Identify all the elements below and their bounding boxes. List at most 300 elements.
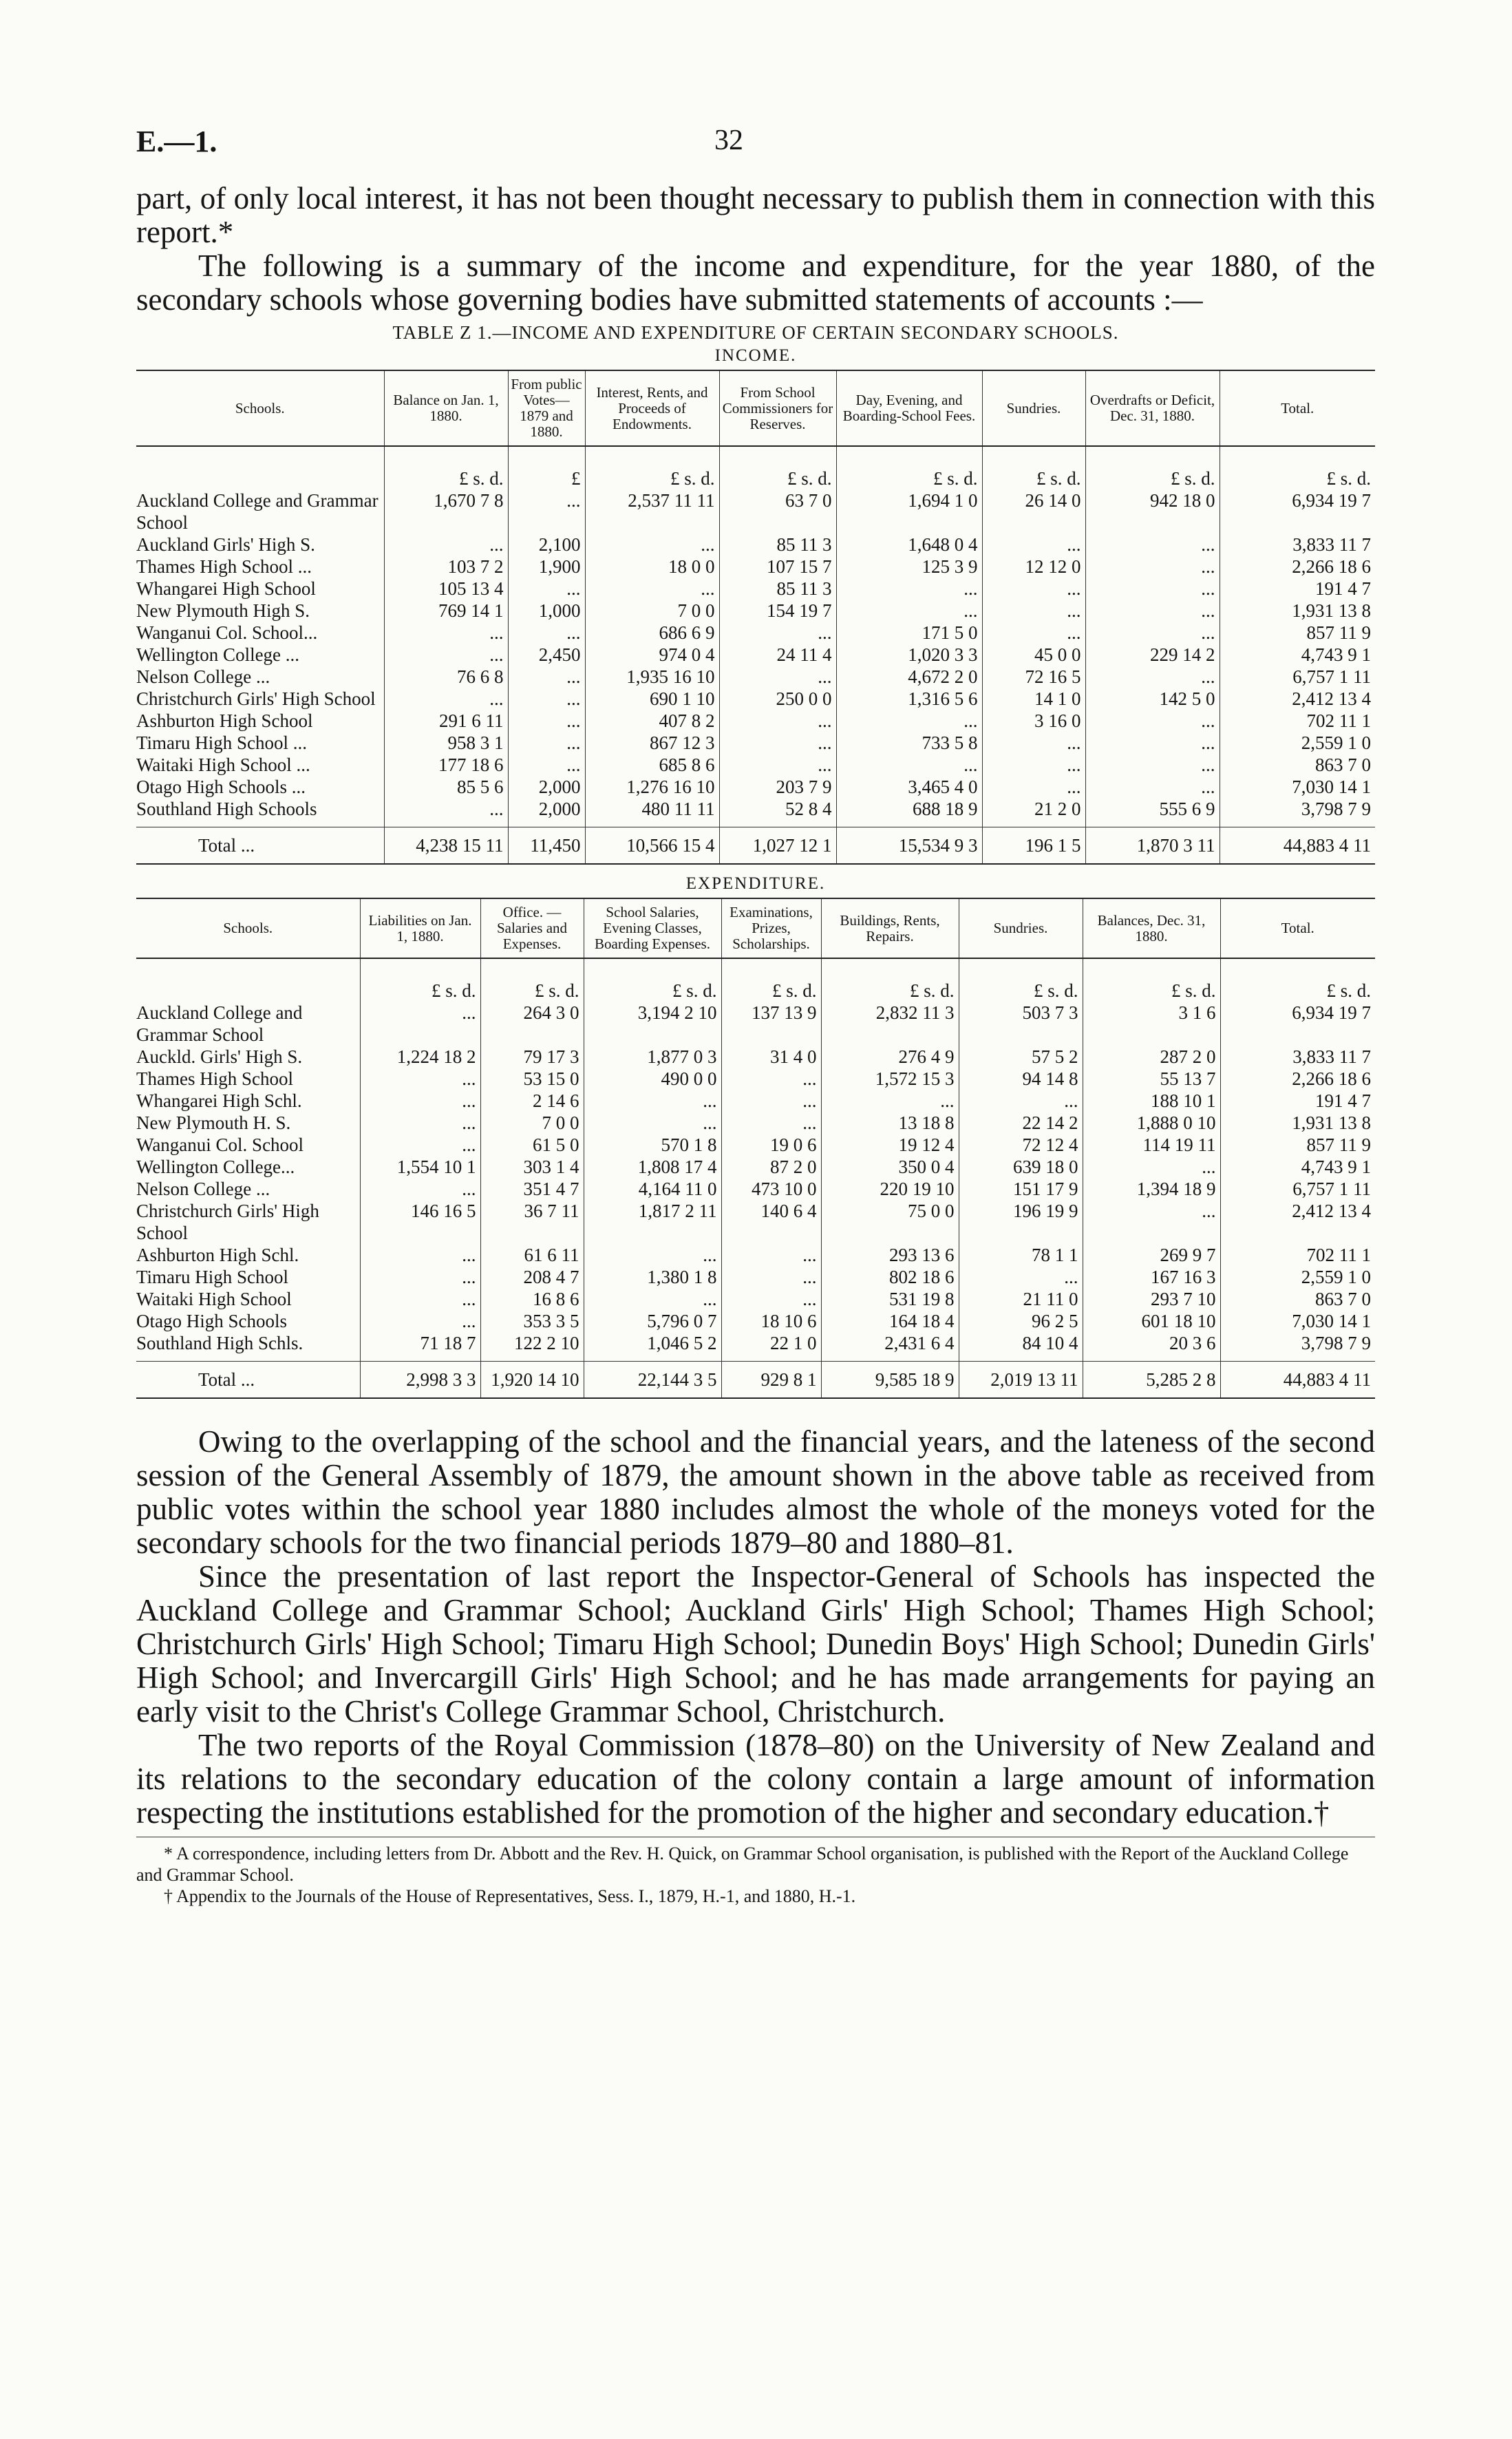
amount-cell: 76 6 8 — [384, 666, 508, 688]
amount-cell: 733 5 8 — [836, 732, 982, 754]
amount-cell: 6,934 19 7 — [1220, 1002, 1375, 1046]
table-row — [136, 1332, 1375, 1354]
expenditure-col-header: Balances, Dec. 31, 1880. — [1083, 898, 1220, 958]
amount-cell: ... — [982, 600, 1085, 622]
total-amount-cell: 1,870 3 11 — [1085, 827, 1220, 865]
table-row — [136, 644, 1375, 666]
amount-cell: 94 14 8 — [959, 1068, 1083, 1090]
amount-cell: ... — [721, 1090, 821, 1112]
expenditure-header-row — [136, 898, 1375, 958]
amount-cell: 142 5 0 — [1085, 688, 1220, 710]
amount-cell: 1,694 1 0 — [836, 489, 982, 534]
amount-cell: 191 4 7 — [1220, 578, 1375, 600]
amount-cell: ... — [1083, 1156, 1220, 1178]
amount-cell: 555 6 9 — [1085, 798, 1220, 820]
amount-cell: ... — [584, 1288, 721, 1310]
spacer-row — [136, 820, 1375, 827]
document-reference: E.—1. — [136, 125, 217, 158]
amount-cell: 1,380 1 8 — [584, 1266, 721, 1288]
amount-cell: 6,757 1 11 — [1220, 1178, 1375, 1200]
amount-cell: 3,798 7 9 — [1220, 798, 1375, 820]
spacer-cell — [1085, 820, 1220, 827]
amount-cell: 480 11 11 — [585, 798, 719, 820]
amount-cell: 1,931 13 8 — [1220, 1112, 1375, 1134]
footnote-appendix: † Appendix to the Journals of the House of Representatives, Sess. I., 1879, H.-1, and 1880, H.-1. — [164, 1886, 856, 1906]
amount-cell: 1,648 0 4 — [836, 534, 982, 556]
school-name-cell: Thames High School — [136, 1068, 293, 1089]
total-row — [136, 1362, 1375, 1399]
amount-cell: 1,808 17 4 — [584, 1156, 721, 1178]
amount-cell: 1,935 16 10 — [585, 666, 719, 688]
amount-cell: 146 16 5 — [360, 1200, 480, 1244]
amount-cell: 863 7 0 — [1220, 1288, 1375, 1310]
amount-cell: 45 0 0 — [982, 644, 1085, 666]
amount-cell: ... — [721, 1288, 821, 1310]
table-row — [136, 1112, 1375, 1134]
amount-cell: ... — [719, 754, 836, 776]
amount-cell: ... — [721, 1244, 821, 1266]
amount-cell: ... — [836, 578, 982, 600]
amount-cell: 22 14 2 — [959, 1112, 1083, 1134]
total-amount-cell: 929 8 1 — [721, 1362, 821, 1399]
table-row — [136, 1046, 1375, 1068]
school-name-cell: New Plymouth H. S. — [136, 1112, 291, 1133]
amount-cell: 13 18 8 — [821, 1112, 959, 1134]
amount-cell: 31 4 0 — [721, 1046, 821, 1068]
school-name-cell: Auckld. Girls' High S. — [136, 1046, 303, 1067]
spacer-cell — [585, 820, 719, 827]
table-row — [136, 666, 1375, 688]
amount-cell: ... — [1085, 556, 1220, 578]
amount-cell: 350 0 4 — [821, 1156, 959, 1178]
spacer-cell — [584, 1354, 721, 1362]
amount-cell: 490 0 0 — [584, 1068, 721, 1090]
amount-cell: 19 12 4 — [821, 1134, 959, 1156]
amount-cell: 21 11 0 — [959, 1288, 1083, 1310]
units-cell: £ s. d. — [1083, 958, 1220, 1002]
amount-cell: 1,670 7 8 — [384, 489, 508, 534]
amount-cell: 2,100 — [508, 534, 585, 556]
amount-cell: 22 1 0 — [721, 1332, 821, 1354]
spacer-cell — [1083, 1354, 1220, 1362]
amount-cell: ... — [1085, 600, 1220, 622]
amount-cell: 974 0 4 — [585, 644, 719, 666]
income-col-header: Balance on Jan. 1, 1880. — [384, 370, 508, 446]
amount-cell: 85 11 3 — [719, 578, 836, 600]
amount-cell: 154 19 7 — [719, 600, 836, 622]
table-row — [136, 732, 1375, 754]
expenditure-col-header: Office. — Salaries and Expenses. — [480, 898, 584, 958]
school-name-cell: Whangarei High Schl. — [136, 1090, 302, 1111]
amount-cell: ... — [959, 1266, 1083, 1288]
spacer-cell — [136, 1354, 360, 1362]
amount-cell: 303 1 4 — [480, 1156, 584, 1178]
table-row — [136, 688, 1375, 710]
amount-cell: 7,030 14 1 — [1220, 1310, 1375, 1332]
spacer-cell — [821, 1354, 959, 1362]
amount-cell: 164 18 4 — [821, 1310, 959, 1332]
amount-cell: ... — [360, 1112, 480, 1134]
amount-cell: 4,743 9 1 — [1220, 1156, 1375, 1178]
amount-cell: 1,931 13 8 — [1220, 600, 1375, 622]
units-cell: £ s. d. — [1220, 958, 1375, 1002]
income-col-header: Schools. — [136, 370, 384, 446]
amount-cell: ... — [384, 622, 508, 644]
amount-cell: 287 2 0 — [1083, 1046, 1220, 1068]
amount-cell: 61 6 11 — [480, 1244, 584, 1266]
amount-cell: ... — [585, 534, 719, 556]
table-row — [136, 1090, 1375, 1112]
table-row — [136, 1068, 1375, 1090]
units-cell: £ — [508, 446, 585, 489]
units-cell: £ s. d. — [585, 446, 719, 489]
units-cell: £ s. d. — [480, 958, 584, 1002]
school-name-cell: Otago High Schools — [136, 1311, 287, 1331]
spacer-cell — [719, 820, 836, 827]
amount-cell: 3,833 11 7 — [1220, 534, 1375, 556]
amount-cell: ... — [1085, 666, 1220, 688]
amount-cell: 1,020 3 3 — [836, 644, 982, 666]
school-name-cell: Southland High Schls. — [136, 1333, 304, 1353]
amount-cell: 107 15 7 — [719, 556, 836, 578]
amount-cell: ... — [982, 776, 1085, 798]
amount-cell: 3,798 7 9 — [1220, 1332, 1375, 1354]
amount-cell: 24 11 4 — [719, 644, 836, 666]
table-row — [136, 578, 1375, 600]
amount-cell: 1,224 18 2 — [360, 1046, 480, 1068]
amount-cell: ... — [360, 1068, 480, 1090]
amount-cell: 18 0 0 — [585, 556, 719, 578]
total-amount-cell: 10,566 15 4 — [585, 827, 719, 865]
amount-cell: ... — [982, 534, 1085, 556]
amount-cell: ... — [982, 754, 1085, 776]
school-name-cell: Wellington College ... — [136, 644, 300, 665]
amount-cell: 7,030 14 1 — [1220, 776, 1375, 798]
income-col-header: Sundries. — [982, 370, 1085, 446]
amount-cell: 867 12 3 — [585, 732, 719, 754]
school-name-cell: Nelson College ... — [136, 666, 270, 687]
amount-cell: 103 7 2 — [384, 556, 508, 578]
expenditure-col-header: Liabilities on Jan. 1, 1880. — [360, 898, 480, 958]
total-amount-cell: 44,883 4 11 — [1220, 827, 1375, 865]
school-name-cell: Timaru High School ... — [136, 732, 308, 753]
amount-cell: 6,757 1 11 — [1220, 666, 1375, 688]
amount-cell: 351 4 7 — [480, 1178, 584, 1200]
table-row — [136, 710, 1375, 732]
intro-paragraph-continuation: part, of only local interest, it has not been thought necessary to publish them in connection with this report.* — [136, 181, 1375, 249]
school-name-cell: Thames High School ... — [136, 556, 312, 577]
spacer-cell — [136, 820, 384, 827]
amount-cell: ... — [508, 578, 585, 600]
amount-cell: ... — [384, 688, 508, 710]
amount-cell: 1,394 18 9 — [1083, 1178, 1220, 1200]
income-col-header: From School Commissioners for Reserves. — [719, 370, 836, 446]
amount-cell: 2,412 13 4 — [1220, 688, 1375, 710]
amount-cell: 601 18 10 — [1083, 1310, 1220, 1332]
units-cell — [136, 958, 360, 1002]
amount-cell: ... — [360, 1178, 480, 1200]
page-number: 32 — [714, 125, 743, 156]
amount-cell: 191 4 7 — [1220, 1090, 1375, 1112]
units-cell: £ s. d. — [719, 446, 836, 489]
table-row — [136, 1200, 1375, 1244]
school-name-cell: Ashburton High Schl. — [136, 1245, 299, 1265]
amount-cell: ... — [719, 666, 836, 688]
amount-cell: 105 13 4 — [384, 578, 508, 600]
amount-cell: 5,796 0 7 — [584, 1310, 721, 1332]
total-amount-cell: 11,450 — [508, 827, 585, 865]
page — [136, 124, 1375, 1907]
amount-cell: 1,817 2 11 — [584, 1200, 721, 1244]
spacer-cell — [959, 1354, 1083, 1362]
amount-cell: 264 3 0 — [480, 1002, 584, 1046]
amount-cell: 72 12 4 — [959, 1134, 1083, 1156]
footnotes — [136, 1837, 1375, 1907]
amount-cell: 18 10 6 — [721, 1310, 821, 1332]
amount-cell: 53 15 0 — [480, 1068, 584, 1090]
amount-cell: ... — [360, 1288, 480, 1310]
amount-cell: 2,450 — [508, 644, 585, 666]
table-row — [136, 600, 1375, 622]
spacer-cell — [1220, 1354, 1375, 1362]
amount-cell: 52 8 4 — [719, 798, 836, 820]
amount-cell: 122 2 10 — [480, 1332, 584, 1354]
amount-cell: 61 5 0 — [480, 1134, 584, 1156]
amount-cell: ... — [1085, 776, 1220, 798]
intro-paragraph-summary: The following is a summary of the income and expenditure, for the year 1880, of the secondary schools whose governing bodies have submitted statements of accounts :— — [136, 249, 1375, 317]
school-name-cell: Otago High Schools ... — [136, 777, 306, 797]
table-row — [136, 1266, 1375, 1288]
total-amount-cell: 9,585 18 9 — [821, 1362, 959, 1399]
amount-cell: 19 0 6 — [721, 1134, 821, 1156]
amount-cell: ... — [360, 1244, 480, 1266]
amount-cell: 276 4 9 — [821, 1046, 959, 1068]
amount-cell: 942 18 0 — [1085, 489, 1220, 534]
units-cell: £ s. d. — [1085, 446, 1220, 489]
amount-cell: 857 11 9 — [1220, 1134, 1375, 1156]
amount-cell: 407 8 2 — [585, 710, 719, 732]
table-row — [136, 556, 1375, 578]
spacer-cell — [836, 820, 982, 827]
spacer-cell — [1220, 820, 1375, 827]
amount-cell: 21 2 0 — [982, 798, 1085, 820]
income-col-header: Interest, Rents, and Proceeds of Endowments. — [585, 370, 719, 446]
school-name-cell: Ashburton High School — [136, 710, 313, 731]
amount-cell: 2,431 6 4 — [821, 1332, 959, 1354]
amount-cell: 291 6 11 — [384, 710, 508, 732]
inspection-paragraph: Since the presentation of last report the Inspector-General of Schools has inspected the Auckland College and Grammar School; Auckland Girls' High School; Thames High School; Christchurch Girls' High School; Timaru High School; Dunedin Boys' High School; Dunedin Girls' High School; and Invercargill Girls' High School; and he has made arrangements for paying an early visit to the Christ's College Grammar School, Christchurch. — [136, 1559, 1375, 1729]
amount-cell: 857 11 9 — [1220, 622, 1375, 644]
amount-cell: 1,877 0 3 — [584, 1046, 721, 1068]
amount-cell: 2 14 6 — [480, 1090, 584, 1112]
amount-cell: 769 14 1 — [384, 600, 508, 622]
amount-cell: 3,194 2 10 — [584, 1002, 721, 1046]
amount-cell: 1,276 16 10 — [585, 776, 719, 798]
amount-cell: 1,000 — [508, 600, 585, 622]
total-amount-cell: 2,998 3 3 — [360, 1362, 480, 1399]
amount-cell: ... — [1085, 754, 1220, 776]
school-name-cell: Christchurch Girls' High School — [136, 688, 376, 709]
amount-cell: 229 14 2 — [1085, 644, 1220, 666]
amount-cell: 1,554 10 1 — [360, 1156, 480, 1178]
amount-cell: 196 19 9 — [959, 1200, 1083, 1244]
school-name-cell: Auckland College and Grammar School — [136, 1002, 303, 1045]
amount-cell: 3,833 11 7 — [1220, 1046, 1375, 1068]
table-row — [136, 622, 1375, 644]
amount-cell: ... — [584, 1244, 721, 1266]
amount-cell: 71 18 7 — [360, 1332, 480, 1354]
total-label-cell: Total ... — [136, 827, 384, 865]
amount-cell: 208 4 7 — [480, 1266, 584, 1288]
amount-cell: ... — [360, 1310, 480, 1332]
amount-cell: ... — [508, 688, 585, 710]
table-row — [136, 1002, 1375, 1046]
units-cell: £ s. d. — [821, 958, 959, 1002]
amount-cell: ... — [959, 1090, 1083, 1112]
amount-cell: 85 11 3 — [719, 534, 836, 556]
amount-cell: 171 5 0 — [836, 622, 982, 644]
amount-cell: 2,266 18 6 — [1220, 556, 1375, 578]
table-row — [136, 489, 1375, 534]
page-header — [136, 124, 1375, 182]
amount-cell: 20 3 6 — [1083, 1332, 1220, 1354]
amount-cell: 2,559 1 0 — [1220, 732, 1375, 754]
amount-cell: ... — [360, 1002, 480, 1046]
expenditure-col-header: Examinations, Prizes, Scholarships. — [721, 898, 821, 958]
amount-cell: 2,000 — [508, 776, 585, 798]
amount-cell: 3,465 4 0 — [836, 776, 982, 798]
income-col-header: From public Votes—1879 and 1880. — [508, 370, 585, 446]
amount-cell: 4,164 11 0 — [584, 1178, 721, 1200]
amount-cell: ... — [508, 489, 585, 534]
amount-cell: ... — [721, 1266, 821, 1288]
amount-cell: ... — [1085, 622, 1220, 644]
amount-cell: 503 7 3 — [959, 1002, 1083, 1046]
amount-cell: 863 7 0 — [1220, 754, 1375, 776]
table-row — [136, 798, 1375, 820]
spacer-cell — [982, 820, 1085, 827]
spacer-cell — [384, 820, 508, 827]
spacer-row — [136, 1354, 1375, 1362]
amount-cell: 151 17 9 — [959, 1178, 1083, 1200]
amount-cell: 14 1 0 — [982, 688, 1085, 710]
total-amount-cell: 15,534 9 3 — [836, 827, 982, 865]
total-row — [136, 827, 1375, 865]
school-name-cell: Whangarei High School — [136, 578, 316, 599]
amount-cell: ... — [721, 1112, 821, 1134]
amount-cell: 1,572 15 3 — [821, 1068, 959, 1090]
units-cell: £ s. d. — [1220, 446, 1375, 489]
units-cell: £ s. d. — [982, 446, 1085, 489]
amount-cell: ... — [584, 1090, 721, 1112]
amount-cell: ... — [508, 754, 585, 776]
school-name-cell: Christchurch Girls' High School — [136, 1201, 319, 1243]
school-name-cell: Timaru High School — [136, 1267, 289, 1287]
amount-cell: ... — [836, 710, 982, 732]
amount-cell: 293 7 10 — [1083, 1288, 1220, 1310]
amount-cell: ... — [360, 1266, 480, 1288]
total-amount-cell: 196 1 5 — [982, 827, 1085, 865]
amount-cell: 79 17 3 — [480, 1046, 584, 1068]
units-cell: £ s. d. — [959, 958, 1083, 1002]
amount-cell: 220 19 10 — [821, 1178, 959, 1200]
amount-cell: 3 1 6 — [1083, 1002, 1220, 1046]
table-row — [136, 1288, 1375, 1310]
amount-cell: 570 1 8 — [584, 1134, 721, 1156]
amount-cell: 125 3 9 — [836, 556, 982, 578]
school-name-cell: Auckland College and Grammar School — [136, 490, 379, 533]
income-col-header: Total. — [1220, 370, 1375, 446]
expenditure-col-header: Sundries. — [959, 898, 1083, 958]
amount-cell: ... — [384, 644, 508, 666]
amount-cell: 36 7 11 — [480, 1200, 584, 1244]
income-header-row — [136, 370, 1375, 446]
spacer-cell — [721, 1354, 821, 1362]
table-row — [136, 534, 1375, 556]
school-name-cell: Wanganui Col. School... — [136, 622, 318, 643]
amount-cell: ... — [508, 710, 585, 732]
expenditure-col-header: Schools. — [136, 898, 360, 958]
amount-cell: ... — [719, 622, 836, 644]
table-row — [136, 1178, 1375, 1200]
amount-cell: ... — [719, 710, 836, 732]
total-amount-cell: 1,027 12 1 — [719, 827, 836, 865]
amount-cell: 55 13 7 — [1083, 1068, 1220, 1090]
expenditure-col-header: Total. — [1220, 898, 1375, 958]
table-row — [136, 1134, 1375, 1156]
table-row — [136, 776, 1375, 798]
amount-cell: 57 5 2 — [959, 1046, 1083, 1068]
amount-cell: ... — [721, 1068, 821, 1090]
amount-cell: ... — [982, 622, 1085, 644]
school-name-cell: Wanganui Col. School — [136, 1134, 304, 1155]
amount-cell: 686 6 9 — [585, 622, 719, 644]
amount-cell: 690 1 10 — [585, 688, 719, 710]
amount-cell: 2,832 11 3 — [821, 1002, 959, 1046]
school-name-cell: Auckland Girls' High S. — [136, 534, 315, 555]
amount-cell: ... — [384, 534, 508, 556]
units-cell: £ s. d. — [584, 958, 721, 1002]
royal-commission-paragraph: The two reports of the Royal Commission (1878–80) on the University of New Zealand and its relations to the secondary education of the colony contain a large amount of information respecting the institutions established for the promotion of the higher and secondary education.† — [136, 1728, 1375, 1830]
table-row — [136, 1244, 1375, 1266]
table-row — [136, 1156, 1375, 1178]
amount-cell: ... — [584, 1112, 721, 1134]
amount-cell: 802 18 6 — [821, 1266, 959, 1288]
amount-cell: ... — [508, 622, 585, 644]
units-cell: £ s. d. — [384, 446, 508, 489]
amount-cell: ... — [360, 1090, 480, 1112]
amount-cell: 2,266 18 6 — [1220, 1068, 1375, 1090]
amount-cell: 63 7 0 — [719, 489, 836, 534]
amount-cell: ... — [508, 666, 585, 688]
amount-cell: 250 0 0 — [719, 688, 836, 710]
amount-cell: 1,900 — [508, 556, 585, 578]
expenditure-col-header: Buildings, Rents, Repairs. — [821, 898, 959, 958]
amount-cell: ... — [821, 1090, 959, 1112]
total-amount-cell: 1,920 14 10 — [480, 1362, 584, 1399]
school-name-cell: Wellington College... — [136, 1157, 295, 1177]
amount-cell: 7 0 0 — [480, 1112, 584, 1134]
income-table — [136, 370, 1375, 865]
amount-cell: 269 9 7 — [1083, 1244, 1220, 1266]
amount-cell: 188 10 1 — [1083, 1090, 1220, 1112]
income-col-header: Overdrafts or Deficit, Dec. 31, 1880. — [1085, 370, 1220, 446]
school-name-cell: New Plymouth High S. — [136, 600, 310, 621]
amount-cell: 639 18 0 — [959, 1156, 1083, 1178]
amount-cell: 96 2 5 — [959, 1310, 1083, 1332]
income-units-row — [136, 446, 1375, 489]
school-name-cell: Waitaki High School ... — [136, 754, 310, 775]
